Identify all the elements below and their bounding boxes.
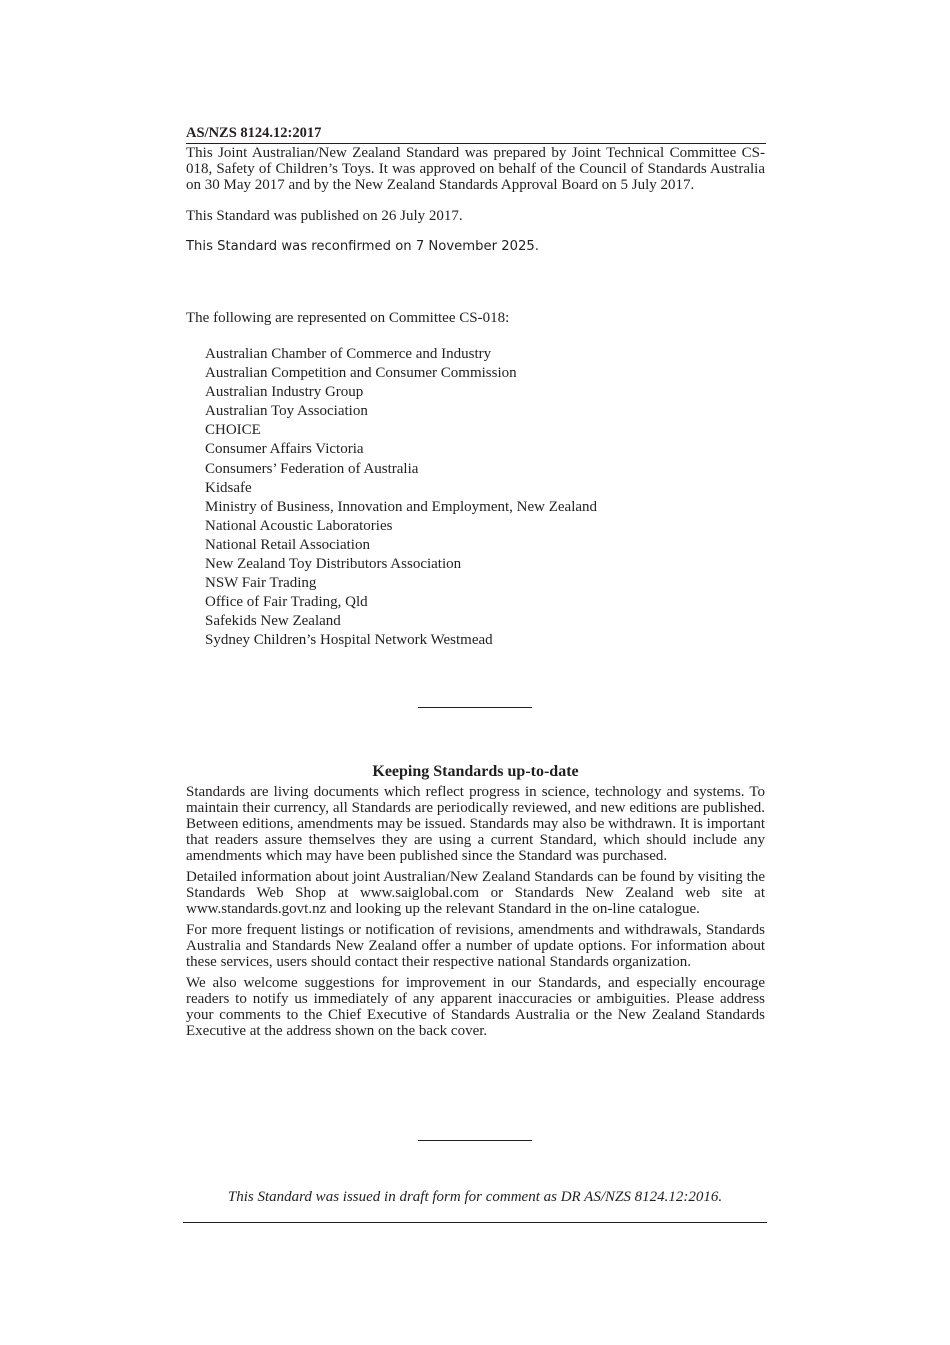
keeping-up-to-date-heading: Keeping Standards up-to-date	[372, 763, 579, 780]
list-item: NSW Fair Trading	[205, 575, 317, 592]
paragraph: Detailed information about joint Australian/New Zealand Standards can be found by visiting the Standards Web Shop at www.saiglobal.com or Standards New Zealand web site at www.standards.govt.nz and looking up the relevant Standard in the on-line catalogue.	[186, 869, 765, 917]
list-item: National Acoustic Laboratories	[205, 517, 393, 534]
list-item: Consumer Affairs Victoria	[205, 441, 364, 458]
committee-organization-list	[205, 345, 597, 651]
list-item: Kidsafe	[205, 479, 252, 496]
list-item: Australian Toy Association	[205, 403, 368, 420]
publication-date-statement: This Standard was published on 26 July 2017.	[186, 208, 463, 224]
reconfirmation-statement: This Standard was reconfirmed on 7 November 2025.	[186, 239, 539, 254]
list-item: Safekids New Zealand	[205, 613, 341, 630]
list-item: Consumers’ Federation of Australia	[205, 460, 419, 477]
paragraph: For more frequent listings or notification of revisions, amendments and withdrawals, Standards Australia and Standards New Zealand offer a number of update options. For information about these services, users should contact their respective national Standards organization.	[186, 922, 765, 970]
list-item: Ministry of Business, Innovation and Employment, New Zealand	[205, 498, 598, 515]
list-item: Office of Fair Trading, Qld	[205, 594, 368, 611]
paragraph: We also welcome suggestions for improvement in our Standards, and especially encourage readers to notify us immediately of any apparent inaccuracies or ambiguities. Please address your comments to the Chief Executive of Standards Australia or the New Zealand Standards Executive at the address shown on the back cover.	[186, 975, 765, 1039]
section-divider	[418, 707, 532, 708]
draft-note: This Standard was issued in draft form for comment as DR AS/NZS 8124.12:2016.	[183, 1188, 767, 1223]
list-item: Australian Competition and Consumer Commission	[205, 365, 517, 382]
keeping-up-to-date-body	[186, 784, 765, 1044]
list-item: New Zealand Toy Distributors Association	[205, 556, 462, 573]
list-item: Australian Industry Group	[205, 384, 364, 401]
preparation-statement: This Joint Australian/New Zealand Standard was prepared by Joint Technical Committee CS-018, Safety of Children’s Toys. It was approved on behalf of the Council of Standards Australia on 30 May 2017 and by the New Zealand Standards Approval Board on 5 July 2017.	[186, 145, 765, 193]
list-item: CHOICE	[205, 422, 261, 439]
list-item: Sydney Children’s Hospital Network Westmead	[205, 632, 493, 649]
committee-intro: The following are represented on Committee CS-018:	[186, 310, 510, 326]
standard-id: AS/NZS 8124.12:2017	[186, 125, 766, 144]
paragraph: Standards are living documents which reflect progress in science, technology and systems. To maintain their currency, all Standards are periodically reviewed, and new editions are published. Between editions, amendments may be issued. Standards may also be withdrawn. It is important that readers assure themselves they are using a current Standard, which should include any amendments which may have been published since the Standard was purchased.	[186, 784, 765, 864]
section-divider	[418, 1140, 532, 1141]
list-item: Australian Chamber of Commerce and Industry	[205, 346, 492, 362]
list-item: National Retail Association	[205, 536, 370, 553]
